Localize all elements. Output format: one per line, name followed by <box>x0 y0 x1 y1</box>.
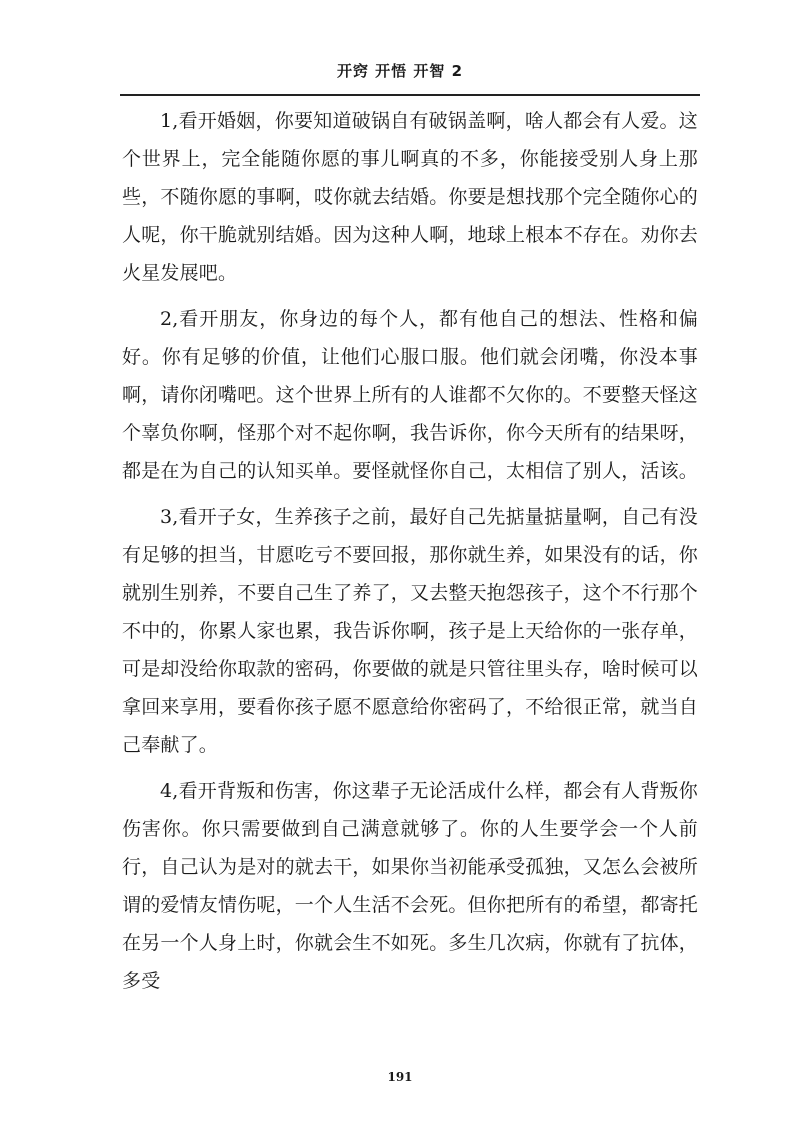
paragraph-children: 3,看开子女，生养孩子之前，最好自己先掂量掂量啊，自己有没有足够的担当，甘愿吃亏不要回报，那你就生养，如果没有的话，你就别生别养，不要自己生了养了，又去整天抱怨孩子，这个不行那个不中的，你累人家也累，我告诉你啊，孩子是上天给你的一张存单，可是却没给你取款的密码，你要做的就是只管往里头存，啥时候可以拿回来享用，要看你孩子愿不愿意给你密码了，不给很正常，就当自己奉献了。 <box>122 506 699 756</box>
page-header-title: 开窍 开悟 开智 2 <box>336 62 464 80</box>
body-text <box>122 102 698 1008</box>
header-divider <box>120 94 700 96</box>
paragraph-betrayal: 4,看开背叛和伤害，你这辈子无论活成什么样，都会有人背叛你伤害你。你只需要做到自己满意就够了。你的人生要学会一个人前行，自己认为是对的就去干，如果你当初能承受孤独，又怎么会被所谓的爱情友情伤呢，一个人生活不会死。但你把所有的希望，都寄托在另一个人身上时，你就会生不如死。多生几次病，你就有了抗体，多受 <box>122 780 699 992</box>
paragraph-friends: 2,看开朋友，你身边的每个人，都有他自己的想法、性格和偏好。你有足够的价值，让他们心服口服。他们就会闭嘴，你没本事啊，请你闭嘴吧。这个世界上所有的人谁都不欠你的。不要整天怪这个辜负你啊，怪那个对不起你啊，我告诉你，你今天所有的结果呀，都是在为自己的认知买单。要怪就怪你自己，太相信了别人，活该。 <box>122 308 699 482</box>
paragraph-marriage: 1,看开婚姻，你要知道破锅自有破锅盖啊，啥人都会有人爱。这个世界上，完全能随你愿的事儿啊真的不多，你能接受别人身上那些，不随你愿的事啊，哎你就去结婚。你要是想找那个完全随你心的人呢，你干脆就别结婚。因为这种人啊，地球上根本不存在。劝你去火星发展吧。 <box>122 110 699 284</box>
page-number: 191 <box>387 1070 413 1084</box>
